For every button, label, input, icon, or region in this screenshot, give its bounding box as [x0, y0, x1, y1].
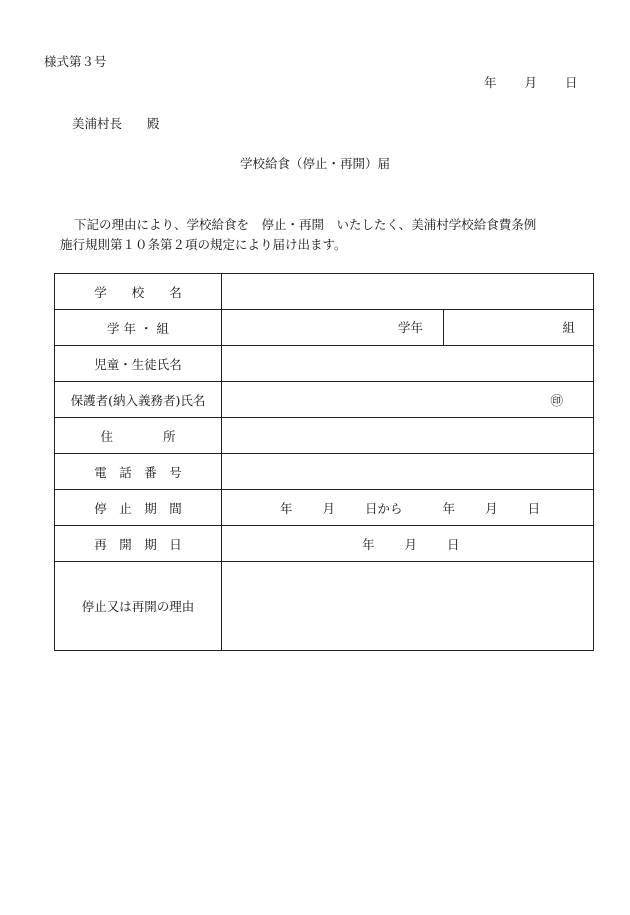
grade-suffix: 学年: [397, 320, 423, 335]
body-text: [60, 215, 536, 255]
form-number: 様式第３号: [44, 54, 107, 69]
resume-date-field[interactable]: [222, 526, 594, 562]
body-line-2: 施行規則第１０条第２項の規定により届け出ます。: [60, 237, 347, 252]
suspension-period-label: 停 止 期 間: [55, 490, 222, 526]
resume-date-label: 再 開 期 日: [55, 526, 222, 562]
guardian-name-label: 保護者(納入義務者)氏名: [55, 382, 222, 418]
student-name-field[interactable]: [222, 346, 594, 382]
grade-field[interactable]: [222, 310, 444, 345]
row-phone: [55, 454, 594, 490]
reason-label: 停止又は再開の理由: [55, 562, 222, 651]
address-label: 住 所: [55, 418, 222, 454]
phone-label: 電 話 番 号: [55, 454, 222, 490]
school-name-label: 学 校 名: [55, 274, 222, 310]
date-month: 月: [524, 75, 538, 90]
date-line: [484, 73, 578, 91]
seal-mark: ㊞: [550, 392, 563, 408]
row-student-name: [55, 346, 594, 382]
resume-day: 日: [447, 536, 460, 552]
class-suffix: 組: [562, 320, 575, 335]
period-to-month: 月: [485, 500, 498, 516]
row-resume-date: [55, 526, 594, 562]
phone-field[interactable]: [222, 454, 594, 490]
row-reason: [55, 562, 594, 651]
period-to-day: 日: [527, 500, 541, 516]
document-title: 学校給食（停止・再開）届: [239, 156, 390, 171]
row-suspension-period: [55, 490, 594, 526]
suspension-period-field[interactable]: [222, 490, 594, 526]
date-year: 年: [484, 75, 497, 90]
grade-class-field: [222, 310, 594, 346]
class-field[interactable]: [444, 310, 593, 345]
application-form-table: [54, 273, 594, 651]
period-from-month: 月: [322, 500, 336, 516]
period-from-year: 年: [280, 500, 293, 516]
school-name-field[interactable]: [222, 274, 594, 310]
row-grade-class: [55, 310, 594, 346]
resume-year: 年: [362, 536, 375, 552]
date-day: 日: [565, 75, 578, 90]
row-guardian-name: [55, 382, 594, 418]
student-name-label: 児童・生徒氏名: [55, 346, 222, 382]
body-line-1: 下記の理由により、学校給食を 停止・再開 いたしたく、美浦村学校給食費条例: [74, 217, 537, 232]
row-school-name: [55, 274, 594, 310]
period-to-year: 年: [442, 500, 456, 516]
row-address: [55, 418, 594, 454]
resume-month: 月: [404, 536, 418, 552]
period-from-day: 日から: [365, 500, 403, 516]
guardian-name-field[interactable]: [222, 382, 594, 418]
addressee: 美浦村長 殿: [72, 116, 160, 131]
address-field[interactable]: [222, 418, 594, 454]
grade-class-label: 学 年 ・ 組: [55, 310, 222, 346]
reason-field[interactable]: [222, 562, 594, 651]
